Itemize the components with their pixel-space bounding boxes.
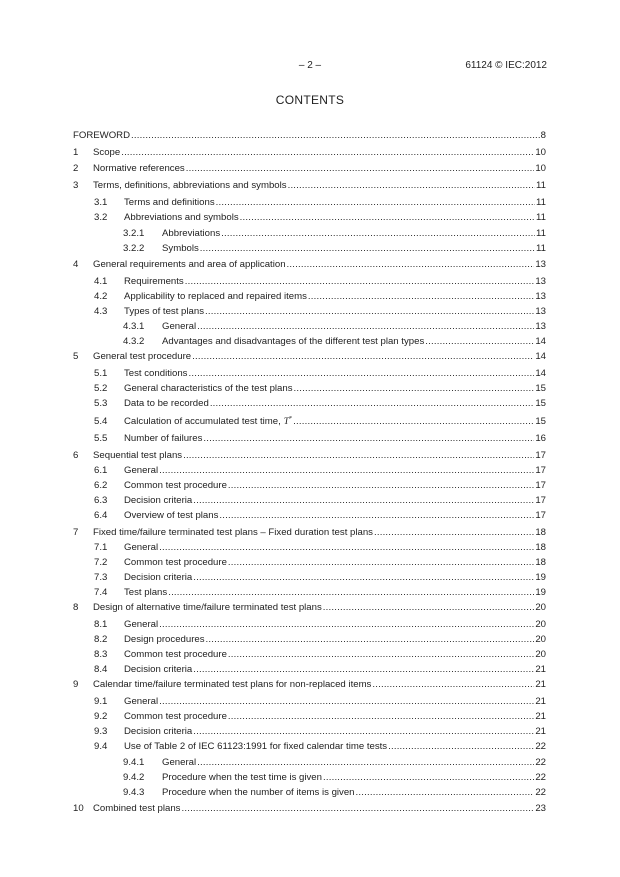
toc-entry[interactable] (73, 678, 546, 691)
toc-leader-dots (210, 397, 535, 410)
toc-entry-page: 14 (535, 336, 546, 347)
toc-leader-dots (159, 618, 534, 631)
toc-entry-number: 7.3 (94, 572, 108, 583)
toc-entry-title: Abbreviations and symbols (124, 212, 239, 223)
toc-entry-page: 11 (536, 212, 546, 223)
toc-entry[interactable] (73, 494, 546, 507)
toc-entry-number: 9.2 (94, 711, 108, 722)
toc-entry-title: General requirements and area of application (93, 259, 286, 270)
toc-entry-page: 20 (535, 649, 546, 660)
toc-entry-number: 9.3 (94, 726, 108, 737)
toc-entry-page: 22 (535, 787, 546, 798)
toc-entry-title: Common test procedure (124, 649, 227, 660)
toc-entry-page: 17 (535, 480, 546, 491)
toc-entry-number: 8.2 (94, 634, 108, 645)
toc-entry-page: 11 (536, 197, 546, 208)
toc-entry-number: 3.2 (94, 212, 108, 223)
toc-leader-dots (388, 740, 534, 753)
toc-entry-title: Calculation of accumulated test time, (124, 416, 281, 427)
toc-entry-title: Design procedures (124, 634, 205, 645)
toc-entry[interactable] (73, 179, 546, 192)
toc-entry-number: 4.3.2 (123, 336, 145, 347)
toc-entry-page: 16 (535, 433, 546, 444)
toc-entry-page: 21 (535, 664, 546, 675)
toc-entry[interactable] (73, 586, 546, 599)
toc-entry-number: 5 (73, 351, 79, 362)
toc-entry[interactable] (73, 771, 546, 784)
toc-entry-page: 17 (535, 450, 546, 461)
toc-leader-dots (228, 479, 534, 492)
toc-leader-dots (193, 571, 534, 584)
toc-entry[interactable] (73, 710, 546, 723)
toc-leader-dots (240, 211, 535, 224)
toc-entry-number: 4.1 (94, 276, 108, 287)
toc-entry-title: Decision criteria (124, 495, 193, 506)
toc-entry-page: 13 (535, 321, 546, 332)
toc-entry-title: General (124, 465, 159, 476)
toc-entry-title: Sequential test plans (93, 450, 183, 461)
toc-entry-page: 18 (535, 542, 546, 553)
toc-entry-title: Test plans (124, 587, 168, 598)
toc-leader-dots (228, 648, 534, 661)
toc-entry-page: 22 (535, 757, 546, 768)
toc-leader-dots (372, 678, 534, 691)
toc-entry[interactable] (73, 618, 546, 631)
toc-leader-dots (168, 586, 534, 599)
toc-entry[interactable] (73, 129, 546, 142)
toc-entry[interactable] (73, 382, 546, 395)
toc-entry[interactable] (73, 633, 546, 646)
toc-entry[interactable] (73, 196, 546, 209)
toc-leader-dots (288, 179, 535, 192)
toc-entry[interactable] (73, 146, 546, 159)
toc-entry-title: General test procedure (93, 351, 192, 362)
toc-entry-title: General (124, 696, 159, 707)
toc-entry-number: 5.1 (94, 368, 108, 379)
toc-entry-number: 5.4 (94, 416, 108, 427)
toc-leader-dots (425, 335, 534, 348)
toc-entry-page: 13 (535, 276, 546, 287)
toc-entry-title: Requirements (124, 276, 184, 287)
toc-entry-number: 3.2.1 (123, 228, 145, 239)
toc-entry[interactable] (73, 227, 546, 240)
toc-entry-page: 15 (535, 383, 546, 394)
toc-entry-page: 10 (535, 163, 546, 174)
toc-entry[interactable] (73, 397, 546, 410)
toc-entry-number: 9.4 (94, 741, 108, 752)
toc-entry-page: 10 (535, 147, 546, 158)
toc-entry-number: 9.1 (94, 696, 108, 707)
toc-entry[interactable] (73, 258, 546, 271)
toc-entry-page: 21 (535, 696, 546, 707)
toc-entry-number: 4 (73, 259, 79, 270)
toc-entry-title: Decision criteria (124, 726, 193, 737)
toc-entry[interactable] (73, 571, 546, 584)
toc-entry-number: 9.4.2 (123, 772, 145, 783)
toc-entry-title: Data to be recorded (124, 398, 209, 409)
toc-entry-page: 17 (535, 495, 546, 506)
toc-entry[interactable] (73, 335, 546, 348)
toc-leader-dots (205, 305, 534, 318)
toc-entry-page: 11 (536, 243, 546, 254)
toc-leader-dots (121, 146, 534, 159)
toc-entry[interactable] (73, 509, 546, 522)
toc-entry-title: Scope (93, 147, 121, 158)
page-title: CONTENTS (275, 93, 345, 107)
toc-entry-title: Types of test plans (124, 306, 204, 317)
toc-leader-dots (287, 258, 535, 271)
toc-entry-page: 14 (535, 368, 546, 379)
toc-entry[interactable] (73, 479, 546, 492)
toc-entry-title: General (124, 542, 159, 553)
toc-entry-number: 2 (73, 163, 79, 174)
toc-entry-page: 14 (535, 351, 546, 362)
toc-entry-title: Procedure when the number of items is given (162, 787, 355, 798)
toc-entry-title: Test conditions (124, 368, 188, 379)
toc-entry-number: 8 (73, 602, 79, 613)
toc-entry-title: General (162, 321, 197, 332)
toc-entry-number: 6.1 (94, 465, 108, 476)
toc-entry-number: 10 (73, 803, 84, 814)
toc-entry-number: 6 (73, 450, 79, 461)
toc-entry-page: 18 (535, 527, 546, 538)
toc-leader-dots (193, 663, 534, 676)
toc-entry-page: 21 (535, 726, 546, 737)
toc-entry-page: 20 (535, 619, 546, 630)
toc-entry-page: 8 (540, 130, 546, 141)
toc-entry-page: 13 (535, 291, 546, 302)
toc-entry[interactable] (73, 305, 546, 318)
toc-entry-title: Number of failures (124, 433, 203, 444)
toc-leader-dots (293, 415, 534, 428)
toc-entry-page: 20 (535, 602, 546, 613)
toc-entry-title: Design of alternative time/failure terminated test plans (93, 602, 322, 613)
toc-entry[interactable] (73, 290, 546, 303)
toc-entry-page: 13 (535, 306, 546, 317)
standard-reference: 61124 © IEC:2012 (465, 60, 547, 71)
toc-leader-dots (131, 129, 540, 142)
toc-entry-title: Common test procedure (124, 557, 227, 568)
toc-entry-page: 17 (535, 510, 546, 521)
toc-leader-dots (221, 227, 535, 240)
toc-entry-title: Use of Table 2 of IEC 61123:1991 for fixed calendar time tests (124, 741, 388, 752)
toc-entry-number: 8.1 (94, 619, 108, 630)
toc-entry-number: 6.3 (94, 495, 108, 506)
toc-leader-dots (216, 196, 535, 209)
toc-entry[interactable] (73, 367, 546, 380)
toc-leader-dots (228, 556, 534, 569)
toc-entry-page: 21 (535, 711, 546, 722)
toc-entry[interactable] (73, 526, 546, 539)
toc-leader-dots (197, 320, 534, 333)
toc-entry-number: 9.4.1 (123, 757, 145, 768)
toc-entry-page: 15 (535, 398, 546, 409)
toc-leader-dots (181, 802, 534, 815)
toc-entry-page: 13 (535, 259, 546, 270)
toc-entry[interactable] (73, 802, 546, 815)
toc-entry[interactable] (73, 695, 546, 708)
toc-leader-dots (323, 601, 535, 614)
toc-entry-page: 19 (535, 572, 546, 583)
toc-entry[interactable] (73, 648, 546, 661)
toc-leader-dots (159, 695, 534, 708)
toc-entry-title: General (124, 619, 159, 630)
toc-entry[interactable] (73, 413, 546, 426)
toc-entry-number: 4.2 (94, 291, 108, 302)
toc-entry-number: 4.3 (94, 306, 108, 317)
toc-leader-dots (159, 541, 534, 554)
toc-entry-title: Terms, definitions, abbreviations and symbols (93, 180, 287, 191)
toc-entry-page: 11 (536, 180, 546, 191)
toc-entry-title: Fixed time/failure terminated test plans – Fixed duration test plans (93, 527, 373, 538)
toc-entry[interactable] (73, 211, 546, 224)
toc-entry-title: Common test procedure (124, 711, 227, 722)
toc-leader-dots (192, 350, 534, 363)
toc-leader-dots (356, 786, 535, 799)
toc-entry-number: 3.2.2 (123, 243, 145, 254)
toc-leader-dots (186, 162, 535, 175)
toc-entry[interactable] (73, 756, 546, 769)
toc-entry-number: 5.2 (94, 383, 108, 394)
toc-entry-page: 15 (535, 416, 546, 427)
toc-entry-number: 3.1 (94, 197, 108, 208)
toc-entry[interactable] (73, 786, 546, 799)
toc-leader-dots (228, 710, 534, 723)
toc-entry[interactable] (73, 464, 546, 477)
toc-entry-title: FOREWORD (73, 130, 131, 141)
toc-entry-number: 6.4 (94, 510, 108, 521)
toc-leader-dots (294, 382, 535, 395)
toc-entry-number: 7.1 (94, 542, 108, 553)
toc-entry-title: Decision criteria (124, 664, 193, 675)
toc-entry-number: 4.3.1 (123, 321, 145, 332)
toc-leader-dots (188, 367, 534, 380)
toc-leader-dots (197, 756, 534, 769)
toc-entry[interactable] (73, 740, 546, 753)
toc-leader-dots (308, 290, 534, 303)
toc-entry[interactable] (73, 601, 546, 614)
toc-entry-page: 20 (535, 634, 546, 645)
toc-entry-title: Abbreviations (162, 228, 221, 239)
toc-entry-page: 17 (535, 465, 546, 476)
toc-entry[interactable] (73, 320, 546, 333)
toc-entry[interactable] (73, 556, 546, 569)
toc-leader-dots (183, 449, 534, 462)
toc-leader-dots (206, 633, 535, 646)
toc-entry[interactable] (73, 725, 546, 738)
toc-entry-page: 21 (535, 679, 546, 690)
toc-entry-number: 7.2 (94, 557, 108, 568)
toc-entry[interactable] (73, 162, 546, 175)
toc-entry-title: Applicability to replaced and repaired items (124, 291, 307, 302)
toc-entry-title: Terms and definitions (124, 197, 215, 208)
toc-entry-number: 3 (73, 180, 79, 191)
toc-entry[interactable] (73, 663, 546, 676)
toc-leader-dots (193, 725, 534, 738)
toc-leader-dots (193, 494, 534, 507)
toc-leader-dots (323, 771, 534, 784)
page-number: – 2 – (298, 60, 322, 71)
toc-entry-title: Normative references (93, 163, 185, 174)
toc-entry-title: Combined test plans (93, 803, 181, 814)
toc-entry-page: 23 (535, 803, 546, 814)
toc-leader-dots (185, 275, 535, 288)
toc-entry-title: Symbols (162, 243, 199, 254)
toc-entry-page: 19 (535, 587, 546, 598)
toc-entry-number: 7 (73, 527, 79, 538)
toc-leader-dots (203, 432, 534, 445)
toc-entry-number: 9.4.3 (123, 787, 145, 798)
toc-entry[interactable] (73, 432, 546, 445)
toc-entry[interactable] (73, 242, 546, 255)
toc-entry-number: 5.3 (94, 398, 108, 409)
toc-entry-title: Overview of test plans (124, 510, 219, 521)
toc-entry-title: Decision criteria (124, 572, 193, 583)
toc-entry-number: 5.5 (94, 433, 108, 444)
toc-entry-number: 7.4 (94, 587, 108, 598)
toc-entry[interactable] (73, 541, 546, 554)
toc-entry-title: Advantages and disadvantages of the different test plan types (162, 336, 425, 347)
toc-entry[interactable] (73, 350, 546, 363)
toc-entry-title: Procedure when the test time is given (162, 772, 322, 783)
toc-entry-title: Calendar time/failure terminated test plans for non-replaced items (93, 679, 372, 690)
toc-entry-number: 8.3 (94, 649, 108, 660)
toc-entry-number: 8.4 (94, 664, 108, 675)
toc-entry-page: 11 (536, 228, 546, 239)
toc-leader-dots (200, 242, 535, 255)
toc-leader-dots (374, 526, 534, 539)
toc-entry-number: 6.2 (94, 480, 108, 491)
toc-entry-number: 1 (73, 147, 79, 158)
toc-entry-symbol: T* (283, 416, 293, 427)
toc-entry[interactable] (73, 449, 546, 462)
toc-entry-page: 22 (535, 741, 546, 752)
toc-entry-title: General characteristics of the test plans (124, 383, 293, 394)
toc-entry-number: 9 (73, 679, 79, 690)
toc-entry-page: 22 (535, 772, 546, 783)
toc-leader-dots (219, 509, 534, 522)
toc-leader-dots (159, 464, 534, 477)
toc-entry-page: 18 (535, 557, 546, 568)
toc-entry-title: Common test procedure (124, 480, 227, 491)
toc-entry-title: General (162, 757, 197, 768)
toc-entry[interactable] (73, 275, 546, 288)
